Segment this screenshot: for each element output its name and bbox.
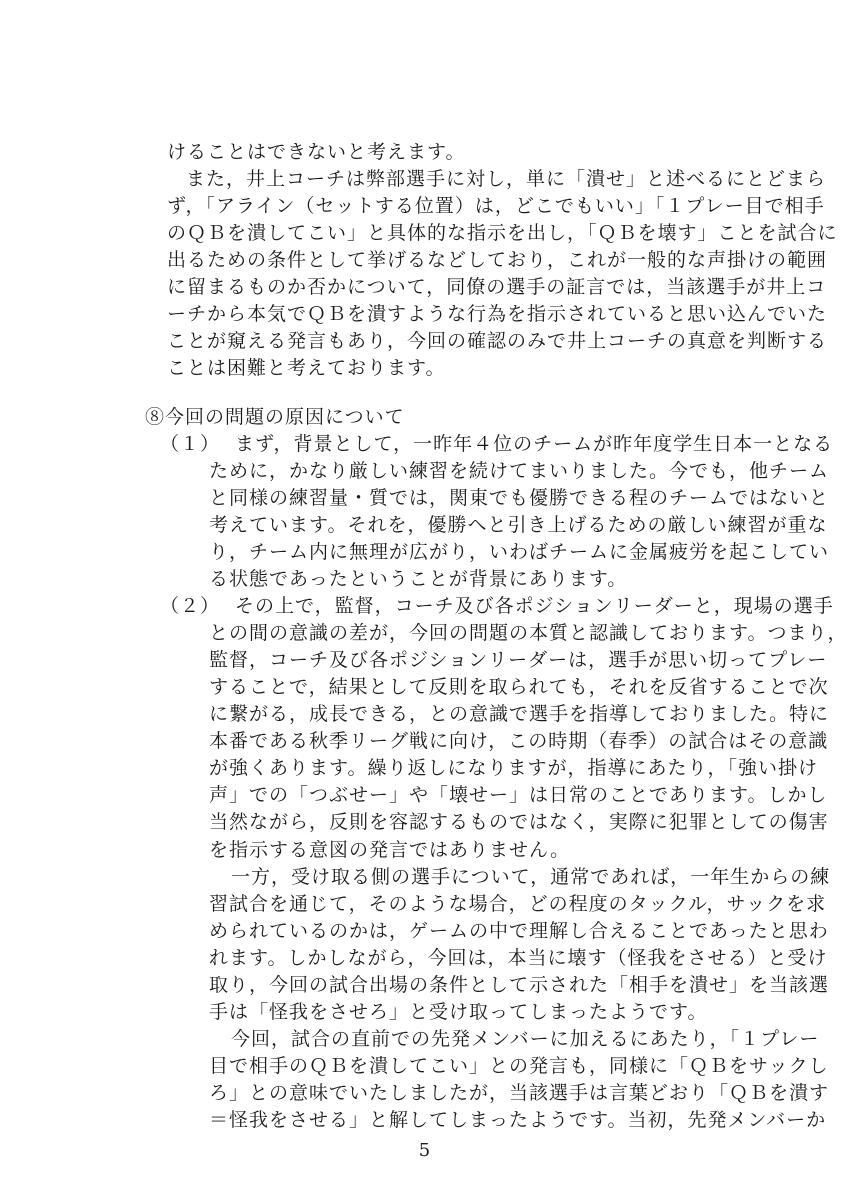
- body-line: 一方，受け取る側の選手について，通常であれば，一年生からの練: [231, 865, 831, 888]
- list-item-marker: （２）: [160, 595, 221, 617]
- body-line: 当然ながら，反則を容認するものではなく，実際に犯罪としての傷害: [209, 811, 829, 834]
- page-number: 5: [418, 1140, 431, 1161]
- body-line: 出るための条件として挙げるなどしており，これが一般的な声掛けの範囲: [167, 249, 828, 272]
- body-line: まず，背景として，一昨年４位のチームが昨年度学生日本一となる: [235, 432, 834, 455]
- body-line: と同様の練習量・質では，関東でも優勝できる程のチームではないと: [209, 486, 830, 509]
- body-line: その上で，監督，コーチ及び各ポジションリーダーと，現場の選手: [235, 595, 834, 617]
- body-line: が強くあります。繰り返しになりますが，指導にあたり，「強い掛け: [209, 757, 818, 780]
- body-line: 目で相手のＱＢを潰してこい」との発言も，同様に「ＱＢをサックし: [209, 1054, 829, 1077]
- section-heading: ⑧今回の問題の原因について: [145, 405, 405, 428]
- body-line: を指示する意図の発言ではありません。: [209, 838, 571, 861]
- list-item-marker: （１）: [160, 432, 221, 455]
- body-line: ーチから本気でＱＢを潰すような行為を指示されていると思い込んでいた: [167, 303, 828, 326]
- body-line: けることはできないと考えます。: [167, 141, 466, 163]
- body-line: との間の意識の差が，今回の問題の本質と認識しております。つまり，: [209, 622, 848, 644]
- body-line: 習試合を通じて，そのような場合，どの程度のタックル，サックを求: [209, 892, 827, 915]
- body-line: に留まるものか否かについて，同僚の選手の証言では，当該選手が井上コ: [167, 276, 827, 299]
- body-line: に繋がる，成長できる，との意識で選手を指導しておりました。特に: [209, 703, 830, 726]
- body-line: り，チーム内に無理が広がり，いわばチームに金属疲労を起こしてい: [209, 540, 830, 563]
- body-line: 声」での「つぶせー」や「壊せー」は日常のことであります。しかし: [209, 784, 828, 807]
- body-line: ことは困難と考えております。: [167, 357, 446, 380]
- body-line: 考えています。それを，優勝へと引き上げるための厳しい練習が重な: [209, 513, 828, 536]
- body-line: ことが窺える発言もあり，今回の確認のみで井上コーチの真意を判断する: [167, 330, 828, 353]
- body-line: 取り，今回の試合出場の条件として示された「相手を潰せ」を当該選: [209, 973, 830, 996]
- body-line: れます。しかしながら，今回は，本当に壊す（怪我をさせる）と受け: [209, 946, 828, 969]
- body-line: することで，結果として反則を取られても，それを反省することで次: [209, 676, 829, 699]
- body-line: また，井上コーチは弊部選手に対し，単に「潰せ」と述べるにとどまら: [186, 168, 827, 191]
- body-line: のＱＢを潰してこい」と具体的な指示を出し，「ＱＢを壊す」ことを試合に: [167, 222, 838, 245]
- body-line: 本番である秋季リーグ戦に向け，この時期（春季）の試合はその意識: [209, 730, 829, 753]
- body-line: ために，かなり厳しい練習を続けてまいりました。今でも，他チーム: [209, 459, 830, 482]
- body-line: る状態であったということが背景にあります。: [209, 567, 628, 590]
- body-line: ＝怪我をさせる」と解してしまったようです。当初，先発メンバーか: [209, 1109, 827, 1131]
- body-line: ろ」との意味でいたしましたが，当該選手は言葉どおり「ＱＢを潰す: [209, 1081, 830, 1104]
- body-line: ず，「アライン（セットする位置）は，どこでもいい」「１プレー目で相手: [167, 195, 825, 218]
- body-line: 手は「怪我をさせろ」と受け取ってしまったようです。: [209, 1000, 708, 1023]
- body-line: 今回，試合の直前での先発メンバーに加えるにあたり，「１プレー: [231, 1027, 820, 1050]
- body-line: 監督，コーチ及び各ポジションリーダーは，選手が思い切ってプレー: [209, 649, 828, 672]
- body-line: められているのかは，ゲームの中で理解し合えることであったと思わ: [209, 919, 829, 942]
